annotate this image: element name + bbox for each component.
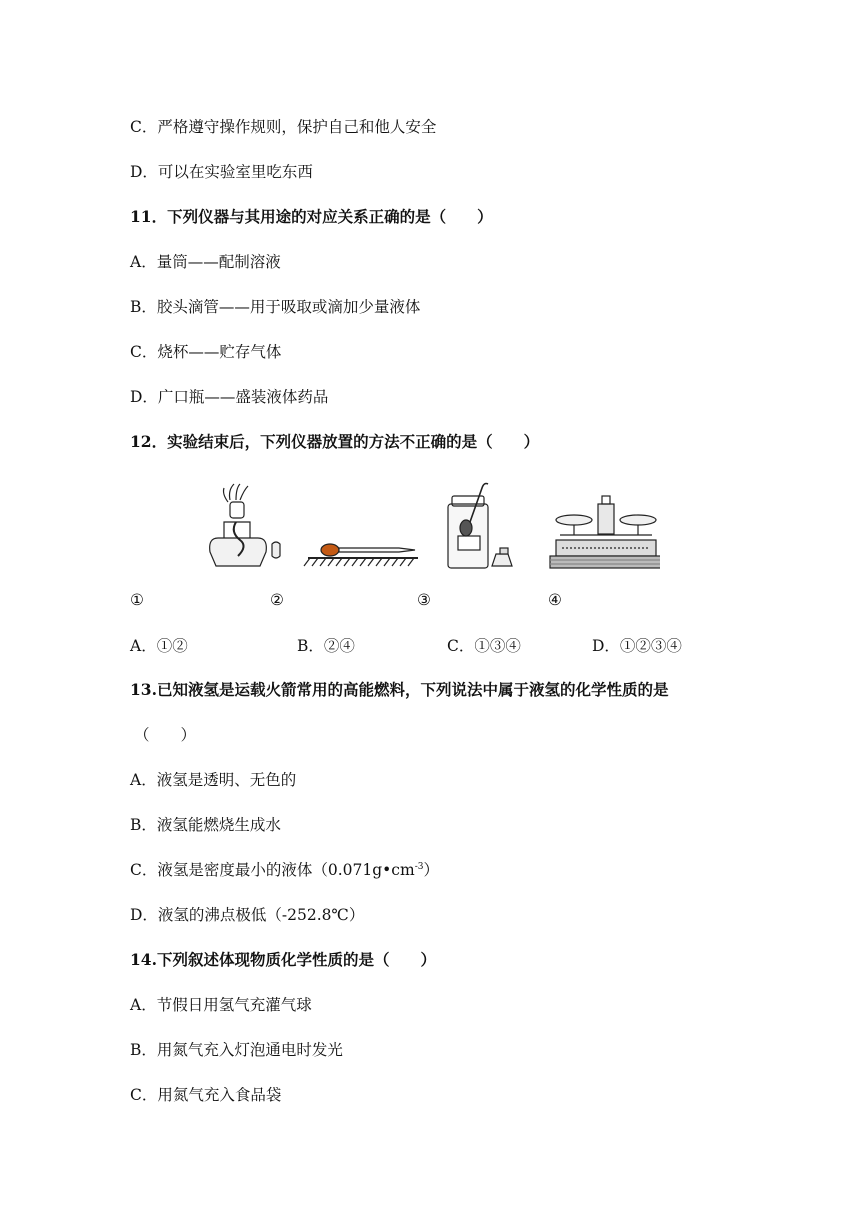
q13-option-b: B．液氢能燃烧生成水 <box>130 816 281 834</box>
q12-label-4: ④ <box>548 591 562 609</box>
q12-label-3: ③ <box>417 591 431 609</box>
q13-stem: 13.已知液氢是运载火箭常用的高能燃料，下列说法中属于液氢的化学性质的是 <box>130 680 669 699</box>
q12-option-d: D．①②③④ <box>592 637 682 655</box>
alcohol-lamp-figure <box>210 484 280 566</box>
dropper-figure <box>304 544 418 566</box>
q12-label-1: ① <box>130 591 144 609</box>
line-q10-option-d: D．可以在实验室里吃东西 <box>130 163 313 181</box>
q13-option-c-superscript: -3 <box>414 862 424 872</box>
reagent-bottle-figure <box>448 484 512 569</box>
q14-option-c: C．用氮气充入食品袋 <box>130 1086 282 1104</box>
q12-option-c: C．①③④ <box>447 637 521 655</box>
q12-label-2: ② <box>270 591 284 609</box>
balance-figure <box>550 496 660 568</box>
q11-stem: 11．下列仪器与其用途的对应关系正确的是（ ） <box>130 207 493 226</box>
line-q10-option-c: C．严格遵守操作规则，保护自己和他人安全 <box>130 118 437 136</box>
q11-option-c: C．烧杯——贮存气体 <box>130 343 282 361</box>
q12-option-a: A．①② <box>130 637 188 655</box>
q11-option-d: D．广口瓶——盛装液体药品 <box>130 388 329 406</box>
q13-option-c <box>130 860 439 880</box>
q12-option-b: B．②④ <box>297 637 355 655</box>
q14-stem: 14.下列叙述体现物质化学性质的是（ ） <box>130 950 436 969</box>
q14-option-a: A．节假日用氢气充灌气球 <box>130 996 312 1014</box>
q11-option-b: B．胶头滴管——用于吸取或滴加少量液体 <box>130 298 421 316</box>
q14-option-b: B．用氮气充入灯泡通电时发光 <box>130 1041 343 1059</box>
q13-stem-continued: （ ） <box>134 726 197 744</box>
q13-option-c-close: ） <box>423 861 439 879</box>
q12-stem: 12．实验结束后，下列仪器放置的方法不正确的是（ ） <box>130 432 540 451</box>
q13-option-d: D．液氢的沸点极低（-252.8℃） <box>130 906 365 924</box>
q11-option-a: A．量筒——配制溶液 <box>130 253 281 271</box>
q13-option-c-text: C．液氢是密度最小的液体（0.071g•cm <box>130 861 415 879</box>
q12-apparatus-figure <box>200 482 660 572</box>
q13-option-a: A．液氢是透明、无色的 <box>130 771 297 789</box>
